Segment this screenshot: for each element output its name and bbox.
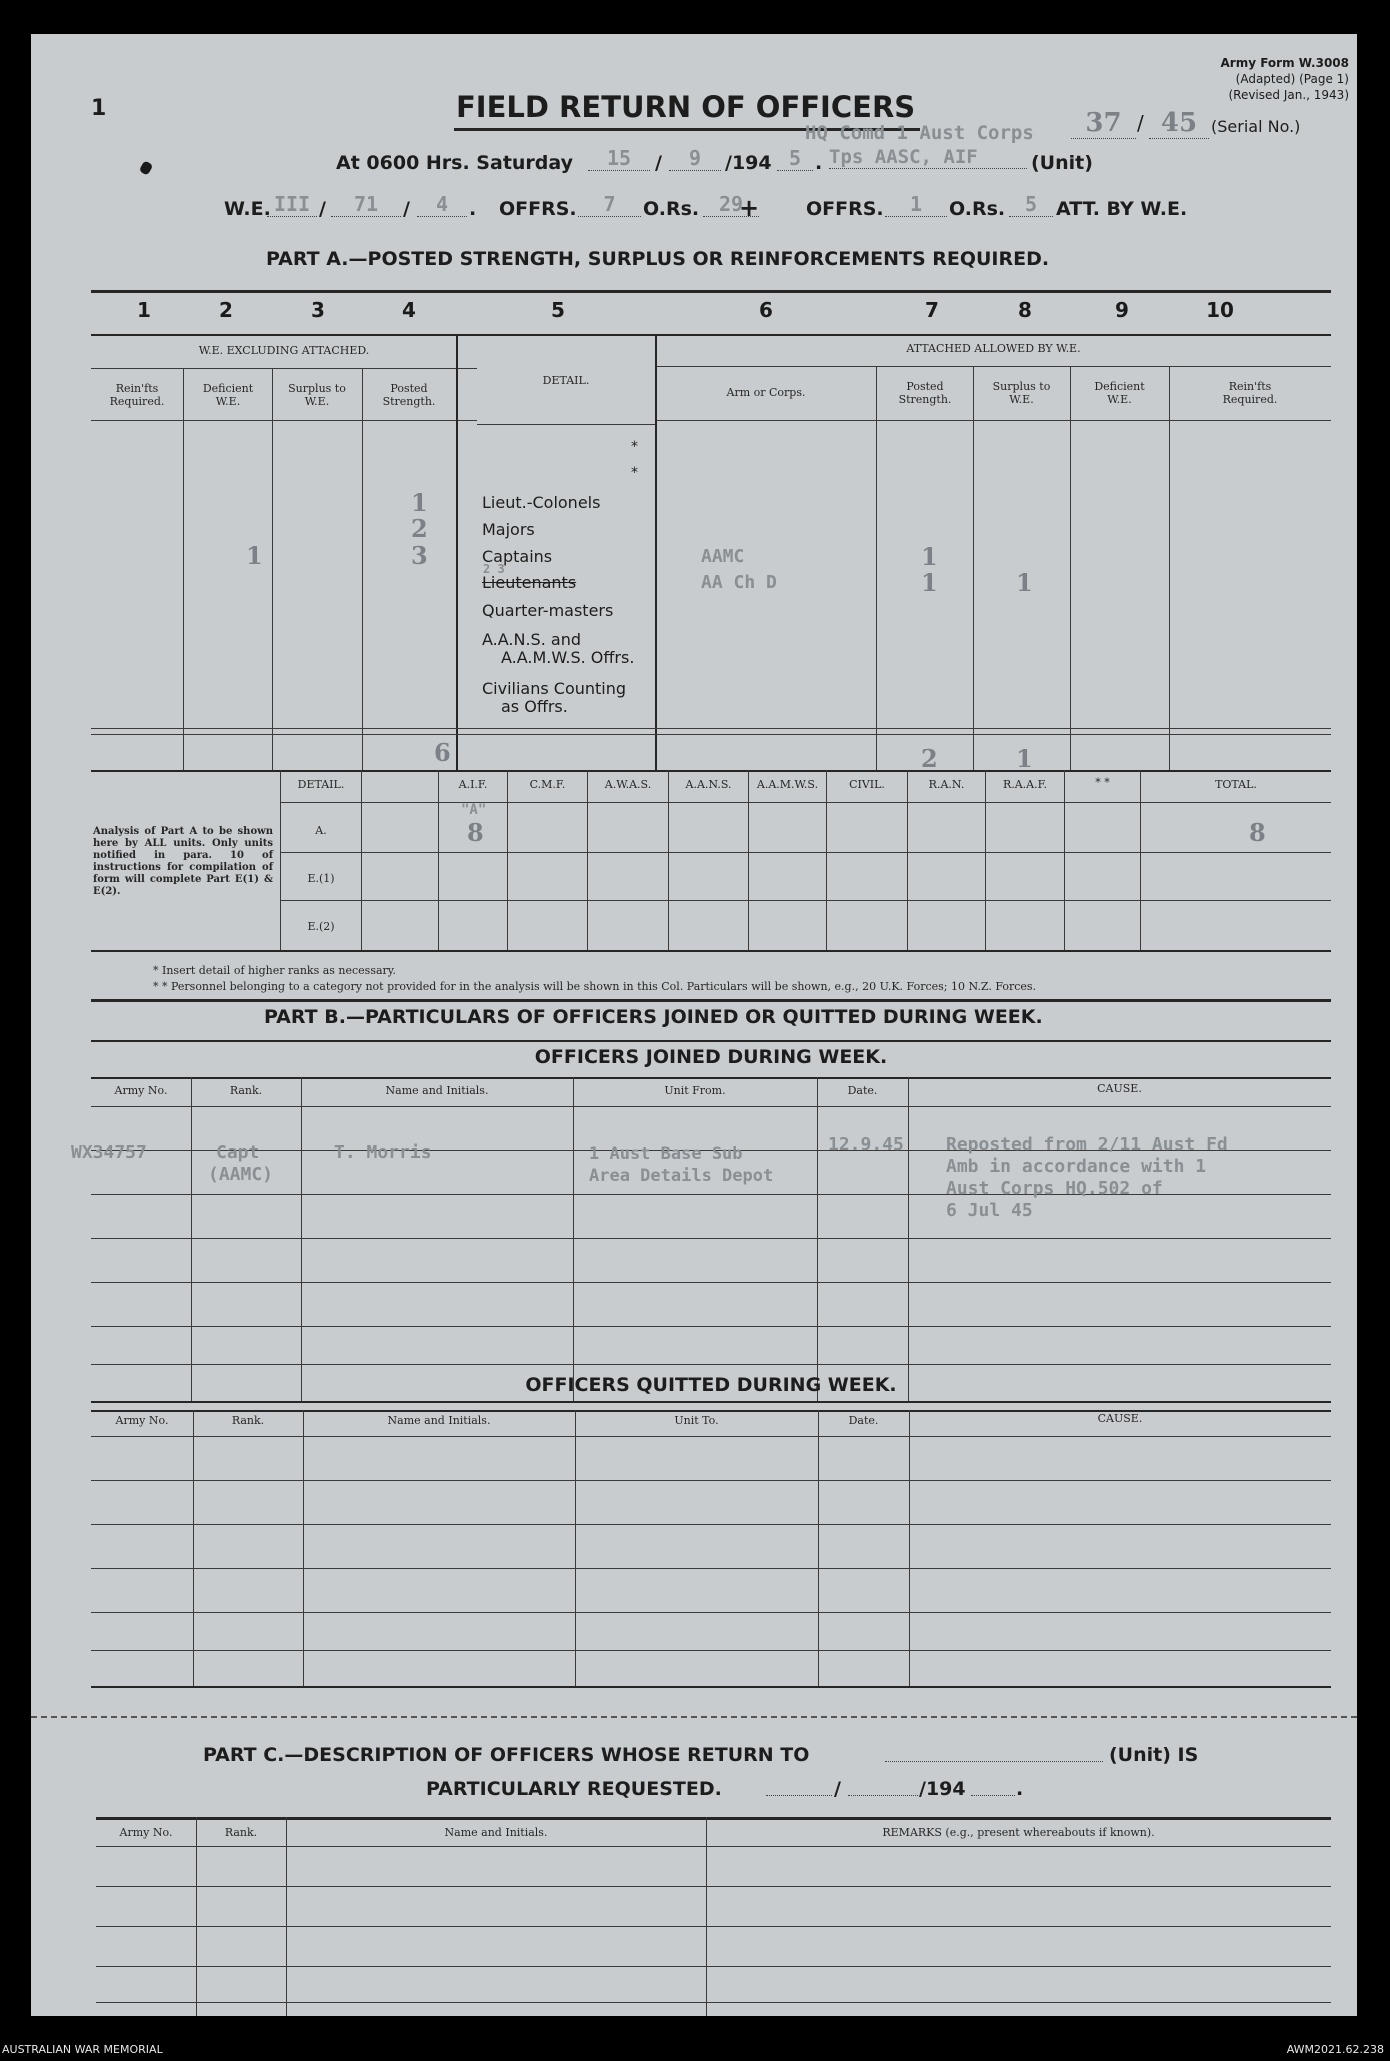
col-num-10: 10	[1206, 298, 1234, 322]
col-num-4: 4	[402, 298, 416, 322]
adapted-label: (Adapted) (Page 1)	[1235, 72, 1349, 86]
col-num-7: 7	[925, 298, 939, 322]
arm-corps-2: AA Ch D	[701, 572, 777, 593]
unit-label: (Unit)	[1031, 152, 1093, 174]
joined-cause-4: 6 Jul 45	[946, 1200, 1033, 1221]
analysis-h-ran: R.A.N.	[928, 778, 965, 791]
plus-sign: +	[739, 194, 760, 222]
serial-label: (Serial No.)	[1211, 117, 1301, 136]
part-c-year: /194	[919, 1778, 966, 1800]
lieut-annotation: 2 3	[483, 562, 505, 576]
joined-cause-3: Aust Corps HQ.502 of	[946, 1178, 1163, 1199]
army-form-label: Army Form W.3008	[1220, 56, 1349, 70]
part-c-h-rank: Rank.	[224, 1826, 258, 1839]
analysis-row-a: A.	[315, 824, 327, 837]
year-value: 5	[777, 146, 813, 171]
joined-h-rank: Rank.	[229, 1084, 263, 1097]
rank-qm: Quarter-masters	[482, 601, 614, 620]
header-deficient-attached: Deficient W.E.	[1094, 380, 1145, 406]
joined-h-army: Army No.	[114, 1084, 168, 1097]
day-value: 15	[588, 146, 650, 171]
part-c-month-blank	[848, 1794, 918, 1796]
unit-line2: Tps AASC, AIF	[829, 146, 1027, 169]
rank-aans: A.A.N.S. and	[482, 630, 581, 649]
analysis-h-aamws: A.A.M.W.S.	[756, 778, 819, 791]
aif-mark: "A"	[461, 802, 487, 818]
at-label: At 0600 Hrs. Saturday	[336, 152, 574, 174]
offrs-label-2: OFFRS.	[806, 198, 884, 220]
joined-h-name: Name and Initials.	[385, 1084, 489, 1097]
joined-rank-2: (AAMC)	[208, 1164, 274, 1185]
attached-allowed-header: ATTACHED ALLOWED BY W.E.	[906, 342, 1081, 355]
header-surplus-attached: Surplus to W.E.	[992, 380, 1051, 406]
joined-name: T. Morris	[334, 1142, 432, 1163]
serial-a: 37	[1071, 108, 1136, 139]
rank-civilians: Civilians Counting	[482, 679, 627, 698]
page-number: 1	[91, 96, 107, 121]
joined-h-cause: CAUSE.	[1097, 1082, 1142, 1095]
part-a-title: PART A.—POSTED STRENGTH, SURPLUS OR REINFORCEMENTS REQUIRED.	[266, 248, 1050, 270]
ors-value: 29	[703, 192, 759, 217]
unit-line1: HQ Comd 1 Aust Corps	[805, 122, 1034, 144]
we-label: W.E.	[224, 198, 271, 220]
joined-h-date: Date.	[847, 1084, 878, 1097]
we-value-3: 4	[417, 192, 467, 217]
att-label: ATT. BY W.E.	[1056, 198, 1188, 220]
part-c-unit-label: (Unit) IS	[1109, 1744, 1199, 1766]
posted-major: 2	[411, 514, 428, 543]
serial-b: 45	[1149, 108, 1209, 139]
joined-army-no: WX34757	[71, 1142, 147, 1163]
rank-lt-col: Lieut.-Colonels	[482, 493, 601, 512]
posted-captain: 3	[411, 541, 428, 570]
joined-unit-1: 1 Aust Base Sub	[589, 1144, 743, 1164]
header-deficient: Deficient W.E.	[202, 382, 254, 408]
joined-title: OFFICERS JOINED DURING WEEK.	[534, 1046, 888, 1068]
joined-cause-2: Amb in accordance with 1	[946, 1156, 1207, 1177]
part-c-h-name: Name and Initials.	[444, 1826, 548, 1839]
month-value: 9	[669, 146, 721, 171]
part-c-h-remarks: REMARKS (e.g., present whereabouts if known).	[882, 1826, 1155, 1839]
archive-footer-left: AUSTRALIAN WAR MEMORIAL	[2, 2043, 163, 2056]
analysis-h-aans: A.A.N.S.	[685, 778, 732, 791]
offrs-value-2: 1	[885, 192, 947, 217]
col-num-1: 1	[137, 298, 151, 322]
analysis-row-e1: E.(1)	[307, 872, 335, 885]
deficient-captain: 1	[246, 541, 263, 570]
aif-a-value: 8	[467, 818, 484, 847]
we-excluding-header: W.E. EXCLUDING ATTACHED.	[198, 344, 370, 357]
part-c-day-blank	[766, 1794, 832, 1796]
col-num-2: 2	[219, 298, 233, 322]
rank-captain: Captains	[482, 547, 553, 566]
total-a-value: 8	[1249, 818, 1266, 847]
part-b-title: PART B.—PARTICULARS OF OFFICERS JOINED OR QUITTED DURING WEEK.	[264, 1006, 1043, 1028]
header-reinfts: Rein'fts Required.	[109, 382, 165, 408]
rank-civilians-2: as Offrs.	[501, 697, 568, 716]
star-1: *	[631, 439, 638, 455]
quitted-h-army: Army No.	[115, 1414, 169, 1427]
quitted-h-rank: Rank.	[231, 1414, 265, 1427]
ors-label: O.Rs.	[643, 198, 700, 220]
part-c-date-sep: /	[834, 1778, 841, 1800]
form-title: FIELD RETURN OF OFFICERS	[456, 90, 916, 124]
quitted-h-date: Date.	[848, 1414, 879, 1427]
part-a-top-rule	[91, 290, 1331, 293]
total-posted: 6	[434, 738, 451, 767]
joined-cause-1: Reposted from 2/11 Aust Fd	[946, 1134, 1228, 1155]
punch-mark	[139, 160, 154, 175]
quitted-h-cause: CAUSE.	[1097, 1412, 1143, 1425]
posted-attached-2: 1	[921, 568, 938, 597]
analysis-row-e2: E.(2)	[307, 920, 335, 933]
part-c-title-b: PARTICULARLY REQUESTED.	[426, 1778, 722, 1800]
part-c-unit-blank	[885, 1760, 1103, 1762]
header-surplus: Surplus to W.E.	[288, 382, 346, 408]
surplus-attached-1: 1	[1016, 568, 1033, 597]
analysis-h-awas: A.W.A.S.	[604, 778, 652, 791]
joined-unit-2: Area Details Depot	[589, 1166, 774, 1186]
quitted-h-unit: Unit To.	[674, 1414, 719, 1427]
ors-label-2: O.Rs.	[949, 198, 1006, 220]
part-c-title-a: PART C.—DESCRIPTION OF OFFICERS WHOSE RETURN TO	[203, 1744, 810, 1766]
footnote-2: * * Personnel belonging to a category not provided for in the analysis will be shown in this Col. Particulars will be shown, e.g., 20 U.K. Forces; 10 N.Z. Forces.	[153, 980, 1037, 993]
analysis-h-civil: CIVIL.	[849, 778, 885, 791]
analysis-h-aif: A.I.F.	[458, 778, 488, 791]
ors-value-2: 5	[1009, 192, 1053, 217]
total-surplus-attached: 1	[1016, 744, 1033, 773]
footnote-1: * Insert detail of higher ranks as necessary.	[153, 964, 397, 977]
rank-lieutenant: Lieutenants	[482, 573, 577, 592]
star-2: *	[631, 465, 638, 481]
detail-header: DETAIL.	[542, 374, 590, 387]
joined-date: 12.9.45	[828, 1134, 904, 1155]
form-sheet: 1 Army Form W.3008 (Adapted) (Page 1) (Revised Jan., 1943) FIELD RETURN OF OFFICERS HQ Comd 1 Aust Corps 37 / 45 (Serial No.) At 0600 Hrs. Saturday 15 / 9 /194 5 . Tps AASC, AIF (Unit) W.E. III / 71 / 4 . OFFRS. 7 O.Rs. 29 + OFFRS. 1 O.Rs. 5 ATT. BY W.E. PART A.—POSTED STRENGTH, SURPLUS OR REINFORCEMENTS REQUIRED. 1 2 3 4 5 6 7 8 9 10 W.E. EXCLUDING ATTACHED. ATTACHED ALLOWED BY W.E. DETAIL. Rein'fts Required. Deficient W.E. Surplus to W.E. Posted Strength. Arm or Corps. Posted Strength. Surplus to W.E. Deficient W.E. Rein'fts Required. * * Lieut.-Colonels Majors Captains Lieutenants 2 3 Quarter-masters A.A.N.S. and A.A.M.W.S. Offrs. Civilians Counting as Offrs. 1 2 3 1 AAMC AA Ch D 1 1 1 6 2 1 Analysis of Part A to be shown here by ALL units. Only units notified in para. 10 of instructions for compilation of form will complete Part E(1) & E(2). DETAIL. A.I.F. C.M.F. A.W.A.S. A.A.N.S. A.A.M.W.S. CIVIL. R.A.N. R.A.A.F. * * TOTAL. A. "A" 8 8 E.(1) E.(2) * Insert detail of higher ranks as necessary. * * Personnel belonging to a category not provided for in the analysis will be shown in this Col. Particulars will be shown, e.g., 20 U.K. Forces; 10 N.Z. Forces. PART B.—PARTICULARS OF OFFICERS JOINED OR QUITTED DURING WEEK. OFFICERS JOINED DURING WEEK. Army No. Rank. Name and Initials. Unit From. Date. CAUSE. WX34757 Capt (AAMC) T. Morris 1 Aust Base Sub Area Details Depot 12.9.45 Reposted from 2/11 Aust Fd Amb in accordance with 1 Aust Corps HQ.502 of 6 Jul 45 OFFICERS QUITTED DURING WEEK. Army No. Rank. Name and Initials. Unit To. Date. CAUSE. PART C.—DESCRIPTION OF OFFICERS WHOSE RETURN TO (Unit) IS PARTICULARLY REQUESTED. / /194 . Army No. Rank. Name and Initials. REMARKS (e.g., present whereabouts if known).	[31, 34, 1357, 2016]
joined-h-unit: Unit From.	[664, 1084, 726, 1097]
analysis-note: Analysis of Part A to be shown here by ALL units. Only units notified in para. 10 of instructions for compilation of form will complete Part E(1) & E(2).	[93, 826, 273, 897]
part-c-year-blank	[971, 1794, 1015, 1796]
col-num-5: 5	[551, 298, 565, 322]
quitted-title: OFFICERS QUITTED DURING WEEK.	[525, 1374, 897, 1396]
col-num-3: 3	[311, 298, 325, 322]
offrs-value: 7	[578, 192, 641, 217]
header-posted: Posted Strength.	[382, 382, 436, 408]
part-c-h-army: Army No.	[119, 1826, 173, 1839]
total-attached: 2	[921, 744, 938, 773]
posted-attached-1: 1	[921, 542, 938, 571]
revised-label: (Revised Jan., 1943)	[1228, 88, 1349, 102]
arm-corps-1: AAMC	[701, 546, 745, 567]
header-posted-attached: Posted Strength.	[898, 380, 952, 406]
col-num-8: 8	[1018, 298, 1032, 322]
we-value-2: 71	[331, 192, 401, 217]
col-num-6: 6	[759, 298, 773, 322]
col-num-9: 9	[1115, 298, 1129, 322]
analysis-h-total: TOTAL.	[1215, 778, 1257, 791]
analysis-h-other: * *	[1095, 776, 1110, 789]
year-prefix: /194	[725, 152, 772, 174]
archive-footer-right: AWM2021.62.238	[1286, 2043, 1384, 2056]
rank-aamws: A.A.M.W.S. Offrs.	[501, 648, 635, 667]
offrs-label: OFFRS.	[499, 198, 577, 220]
analysis-h-raaf: R.A.A.F.	[1002, 778, 1048, 791]
header-arm-corps: Arm or Corps.	[726, 386, 806, 399]
perforation-line	[31, 1716, 1357, 1718]
quitted-h-name: Name and Initials.	[387, 1414, 491, 1427]
header-reinfts-attached: Rein'fts Required.	[1222, 380, 1278, 406]
we-value-1: III	[267, 192, 317, 217]
analysis-h-cmf: C.M.F.	[529, 778, 566, 791]
rank-major: Majors	[482, 520, 535, 539]
joined-rank-1: Capt	[216, 1142, 260, 1163]
analysis-h-detail: DETAIL.	[297, 778, 345, 791]
posted-lt-col: 1	[411, 488, 428, 517]
